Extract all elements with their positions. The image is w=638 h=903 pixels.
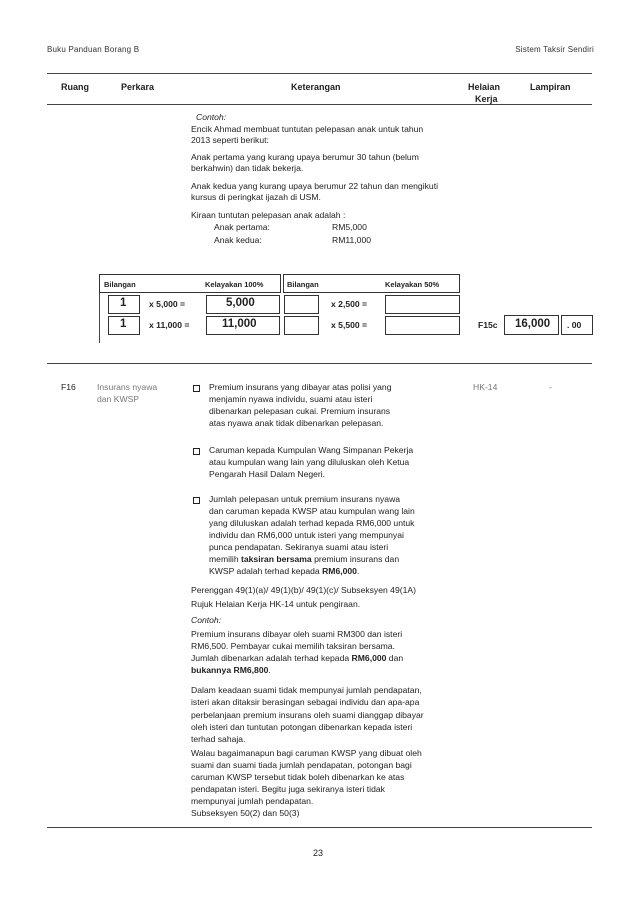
table-top-rule	[47, 73, 592, 74]
perkara-text: dan KWSP	[97, 394, 140, 404]
paragraph-line: Dalam keadaan suami tidak mempunyai jumlah pendapatan,	[191, 685, 422, 695]
example-line: Premium insurans dibayar oleh suami RM300 dan isteri	[191, 629, 403, 639]
column-header-kerja: Kerja	[475, 94, 498, 104]
bold-amount: RM6,000	[322, 566, 357, 576]
multiplier-text: x 11,000 =	[149, 320, 190, 330]
count-value: 1	[120, 318, 127, 330]
bullet-text: Jumlah pelepasan untuk premium insurans nyawa	[209, 494, 401, 504]
example-line: Jumlah dibenarkan adalah terhad kepada RM6,000 dan	[191, 653, 404, 663]
example-line: Kiraan tuntutan pelepasan anak adalah :	[191, 210, 346, 220]
bullet-text: atau kumpulan wang lain yang diluluskan oleh Ketua	[209, 457, 410, 467]
bullet-text: memilih taksiran bersama premium insurans dan	[209, 554, 400, 564]
child1-label: Anak pertama:	[214, 222, 270, 232]
paragraph-line: Walau bagaimanapun bagi caruman KWSP yang dibuat oleh	[191, 748, 422, 758]
example-line: berkahwin) dan tidak bekerja.	[191, 163, 304, 173]
legal-reference: Subseksyen 50(2) dan 50(3)	[191, 808, 300, 818]
bullet-text: punca pendapatan. Sekiranya suami atau isteri	[209, 542, 389, 552]
child2-label: Anak kedua:	[214, 235, 262, 245]
example-line: Anak kedua yang kurang upaya berumur 22 tahun dan mengikuti	[191, 181, 438, 191]
calc-header-bilangan: Bilangan	[104, 280, 136, 289]
result-box-50	[385, 316, 460, 335]
running-header-right: Sistem Taksir Sendiri	[515, 45, 594, 54]
paragraph-line: oleh isteri dan tuntutan potongan dibenarkan kepada isteri	[191, 722, 413, 732]
running-header-left: Buku Panduan Borang B	[47, 45, 140, 54]
bullet-text: yang diluluskan adalah terhad kepada RM6,000 untuk	[209, 518, 415, 528]
checkbox-icon	[193, 497, 200, 504]
example-line: RM6,500. Pembayar cukai memilih taksiran bersama.	[191, 641, 395, 651]
f15c-label: F15c	[478, 320, 498, 330]
example-label: Contoh:	[196, 112, 227, 122]
multiplier-text-50: x 2,500 =	[331, 299, 368, 309]
multiplier-text-50: x 5,500 =	[331, 320, 368, 330]
bullet-text: Premium insurans yang dibayar atas polisi yang	[209, 382, 392, 392]
count-value: 1	[120, 297, 127, 309]
legal-reference: Perenggan 49(1)(a)/ 49(1)(b)/ 49(1)(c)/ Subseksyen 49(1A)	[191, 585, 416, 595]
multiplier-text: x 5,000 =	[149, 299, 186, 309]
calc-header-kelayakan-50: Kelayakan 50%	[385, 280, 440, 289]
count-box-50	[284, 295, 319, 314]
result-value: 5,000	[226, 297, 255, 309]
cents-value: . 00	[567, 320, 582, 330]
example-line: 2013 seperti berikut:	[191, 135, 269, 145]
example-line: bukannya RM6,800.	[191, 665, 271, 675]
calc-header-kelayakan-100: Kelayakan 100%	[205, 280, 264, 289]
bullet-text: dibenarkan pelepasan cukai. Premium insurans	[209, 406, 391, 416]
column-header-helaian: Helaian	[468, 82, 501, 92]
bullet-text: KWSP adalah terhad kepada RM6,000.	[209, 566, 360, 576]
column-header-ruang: Ruang	[61, 82, 89, 92]
bullet-text: dan caruman kepada KWSP atau kumpulan wang lain	[209, 506, 415, 516]
result-value: 11,000	[222, 318, 257, 330]
bullet-text: menjamin nyawa individu, suami atau isteri	[209, 394, 373, 404]
column-header-keterangan: Keterangan	[291, 82, 341, 92]
result-box-50	[385, 295, 460, 314]
paragraph-line: terhad sahaja.	[191, 734, 246, 744]
paragraph-line: suami dan suami tiada jumlah pendapatan, potongan bagi	[191, 760, 412, 770]
bold-term: taksiran bersama	[241, 554, 312, 564]
example-line: Encik Ahmad membuat tuntutan pelepasan anak untuk tahun	[191, 124, 424, 134]
checkbox-icon	[193, 385, 200, 392]
bullet-text: atas nyawa anak tidak dibenarkan pelepasan.	[209, 418, 384, 428]
paragraph-line: perbelanjaan premium insurans oleh suami dianggap dibayar	[191, 710, 424, 720]
paragraph-line: caruman KWSP tersebut tidak boleh dibenarkan ke atas	[191, 772, 405, 782]
table-header-bottom-rule	[47, 104, 592, 105]
paragraph-line: isteri akan ditaksir berasingan sebagai individu dan apa-apa	[191, 697, 420, 707]
section-divider-rule	[47, 363, 592, 364]
total-value: 16,000	[515, 318, 551, 330]
paragraph-line: pendapatan isteri. Begitu juga sekiranya isteri tidak	[191, 784, 385, 794]
bullet-text: Pengarah Hasil Dalam Negeri.	[209, 469, 326, 479]
example-line: kursus di peringkat ijazah di USM.	[191, 192, 321, 202]
table-bottom-rule	[47, 827, 592, 828]
checkbox-icon	[193, 448, 200, 455]
column-header-lampiran: Lampiran	[530, 82, 571, 92]
calc-left-border	[99, 293, 100, 343]
bullet-text: individu dan RM6,000 untuk isteri yang mempunyai	[209, 530, 404, 540]
calc-header-bilangan-50: Bilangan	[287, 280, 319, 289]
helaian-kerja-ref: HK-14	[473, 382, 498, 392]
example-label: Contoh:	[191, 615, 222, 625]
bullet-text: Caruman kepada Kumpulan Wang Simpanan Pekerja	[209, 445, 414, 455]
count-box-50	[284, 316, 319, 335]
bold-amount: bukannya RM6,800	[191, 665, 269, 675]
paragraph-line: mempunyai jumlah pendapatan.	[191, 796, 314, 806]
child2-value: RM11,000	[332, 235, 372, 245]
bold-amount: RM6,000	[351, 653, 387, 663]
lampiran-ref: -	[549, 382, 552, 392]
page-number: 23	[313, 848, 324, 858]
child1-value: RM5,000	[332, 222, 367, 232]
column-header-perkara: Perkara	[121, 82, 155, 92]
perkara-text: Insurans nyawa	[97, 382, 158, 392]
worksheet-reference: Rujuk Helaian Kerja HK-14 untuk pengiraan.	[191, 599, 361, 609]
example-line: Anak pertama yang kurang upaya berumur 30 tahun (belum	[191, 152, 419, 162]
ruang-code: F16	[61, 382, 76, 392]
